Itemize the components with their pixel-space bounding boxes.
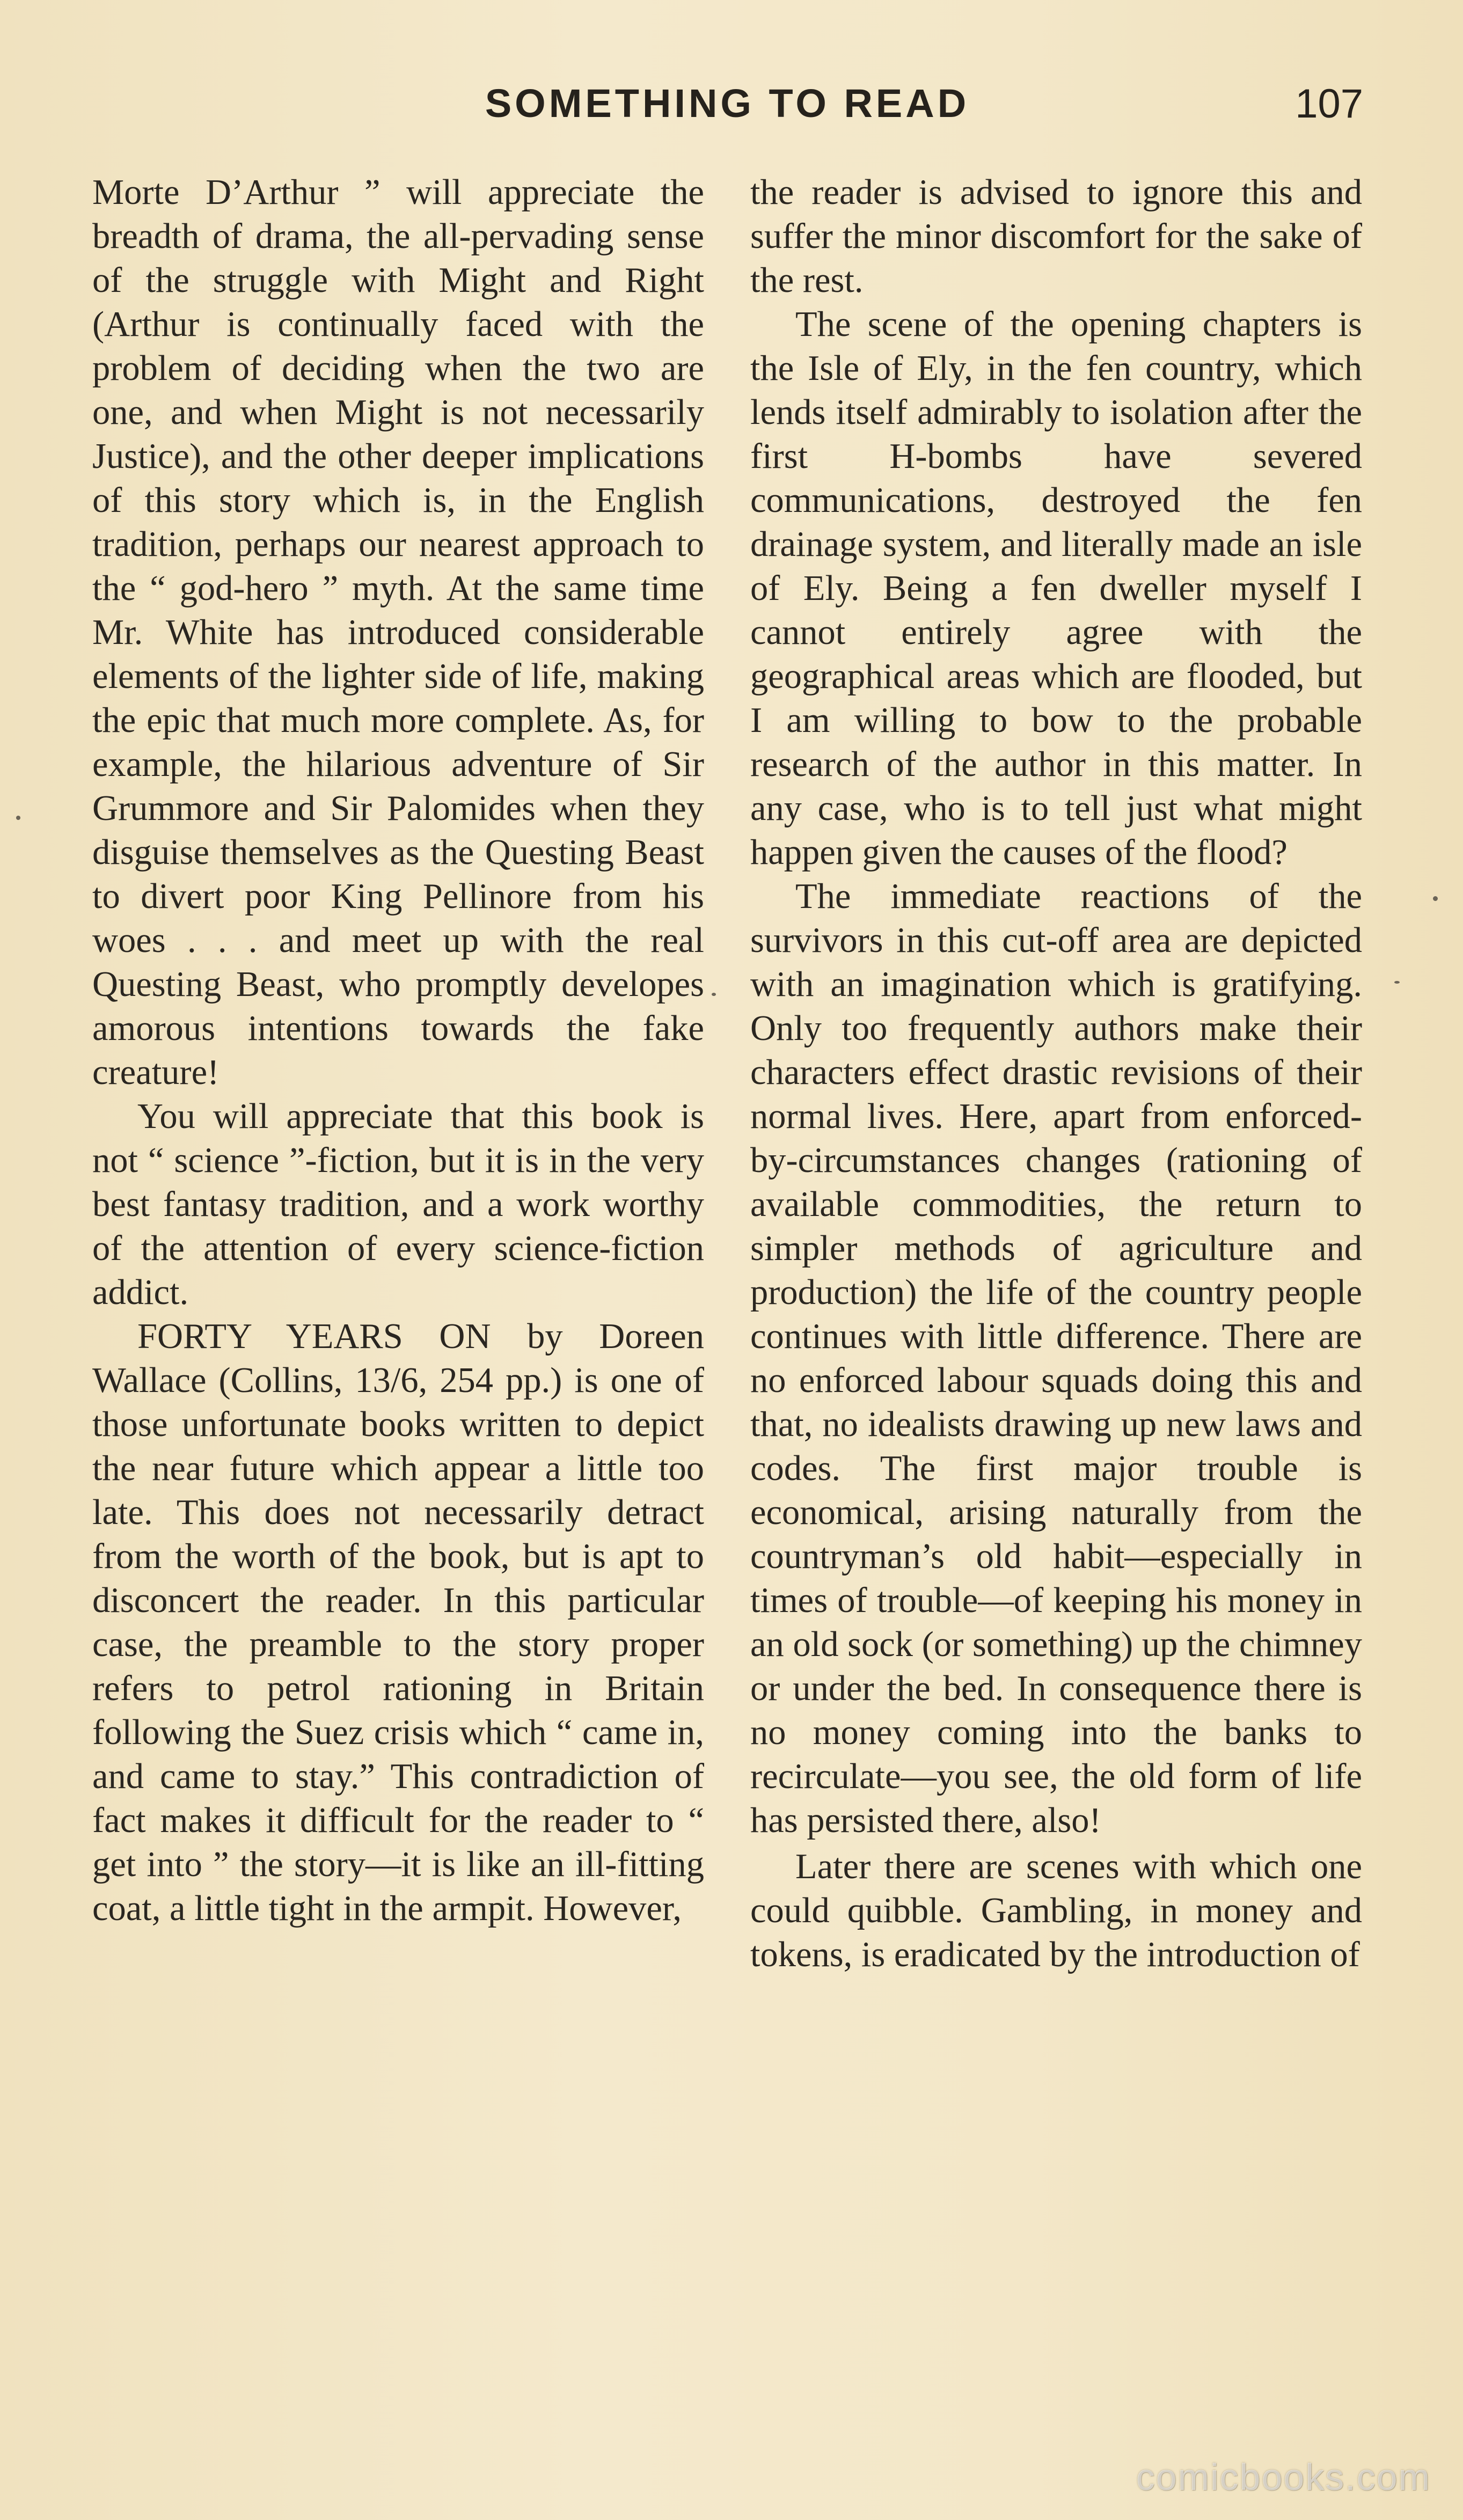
paragraph: Later there are scenes with which one could quibble. Gambling, in money and tokens, is eradicated by the introduction of bbox=[750, 1847, 1362, 1974]
paper-speck bbox=[16, 816, 20, 820]
page-number: 107 bbox=[1295, 81, 1363, 127]
watermark-logo: comicbooks.com bbox=[1136, 2456, 1431, 2498]
running-head bbox=[91, 80, 1363, 140]
paper-speck bbox=[712, 993, 716, 996]
page-title: SOMETHING TO READ bbox=[485, 81, 970, 126]
paper-speck bbox=[1394, 981, 1400, 984]
paragraph: FORTY YEARS ON by Doreen Wallace (Collins, 13/6, 254 pp.) is one of those unfortunate books written to depict the near future which appear a little too late. This does not necessarily detract from the worth of the book, but is apt to disconcert the reader. In this particular case, the preamble to the story proper refers to petrol rationing in Britain following the Suez crisis which “ came in, and came to stay.” This contradiction of fact makes it difficult for the reader to “ get into ” the story—it is like an ill-fitting coat, a little tight in the armpit. However, bbox=[92, 1317, 704, 1928]
left-column bbox=[92, 171, 704, 1931]
paper-speck bbox=[1433, 896, 1438, 901]
paragraph: The scene of the opening chapters is the Isle of Ely, in the fen country, which lends itself admirably to isolation after the first H-bombs have severed communications, destroyed the fen drainage system, and literally made an isle of Ely. Being a fen dweller myself I cannot entirely agree with the geographical areas which are flooded, but I am willing to bow to the probable research of the author in this matter. In any case, who is to tell just what might happen given the causes of the flood? bbox=[750, 305, 1362, 872]
paragraph: The immediate reactions of the survivors in this cut-off area are depicted with an imagination which is gratifying. Only too frequently authors make their characters effect drastic revisions of their normal lives. Here, apart from enforced-by-circumstances changes (rationing of available commodities, the return to simpler methods of agriculture and production) the life of the country people continues with little difference. There are no enforced labour squads doing this and that, no idealists drawing up new laws and codes. The first major trouble is economical, arising naturally from the countryman’s old habit—especially in times of trouble—of keeping his money in an old sock (or something) up the chimney or under the bed. In consequence there is no money coming into the banks to recirculate—you see, the old form of life has persisted there, also! bbox=[750, 877, 1362, 1840]
paragraph: You will appreciate that this book is not “ science ”-fiction, but it is in the very best fantasy tradition, and a work worthy of the attention of every science-fiction addict. bbox=[92, 1097, 704, 1312]
right-column bbox=[750, 171, 1362, 1977]
paragraph: the reader is advised to ignore this and suffer the minor discomfort for the sake of the rest. bbox=[750, 173, 1362, 300]
paragraph: Morte D’Arthur ” will appreciate the breadth of drama, the all-pervading sense of the struggle with Might and Right (Arthur is continually faced with the problem of deciding when the two are one, and when Might is not necessarily Justice), and the other deeper implications of this story which is, in the English tradition, perhaps our nearest approach to the “ god-hero ” myth. At the same time Mr. White has introduced considerable elements of the lighter side of life, making the epic that much more complete. As, for example, the hilarious adventure of Sir Grummore and Sir Palomides when they disguise themselves as the Questing Beast to divert poor King Pellinore from his woes . . . and meet up with the real Questing Beast, who promptly developes amorous intentions towards the fake creature! bbox=[92, 173, 704, 1092]
